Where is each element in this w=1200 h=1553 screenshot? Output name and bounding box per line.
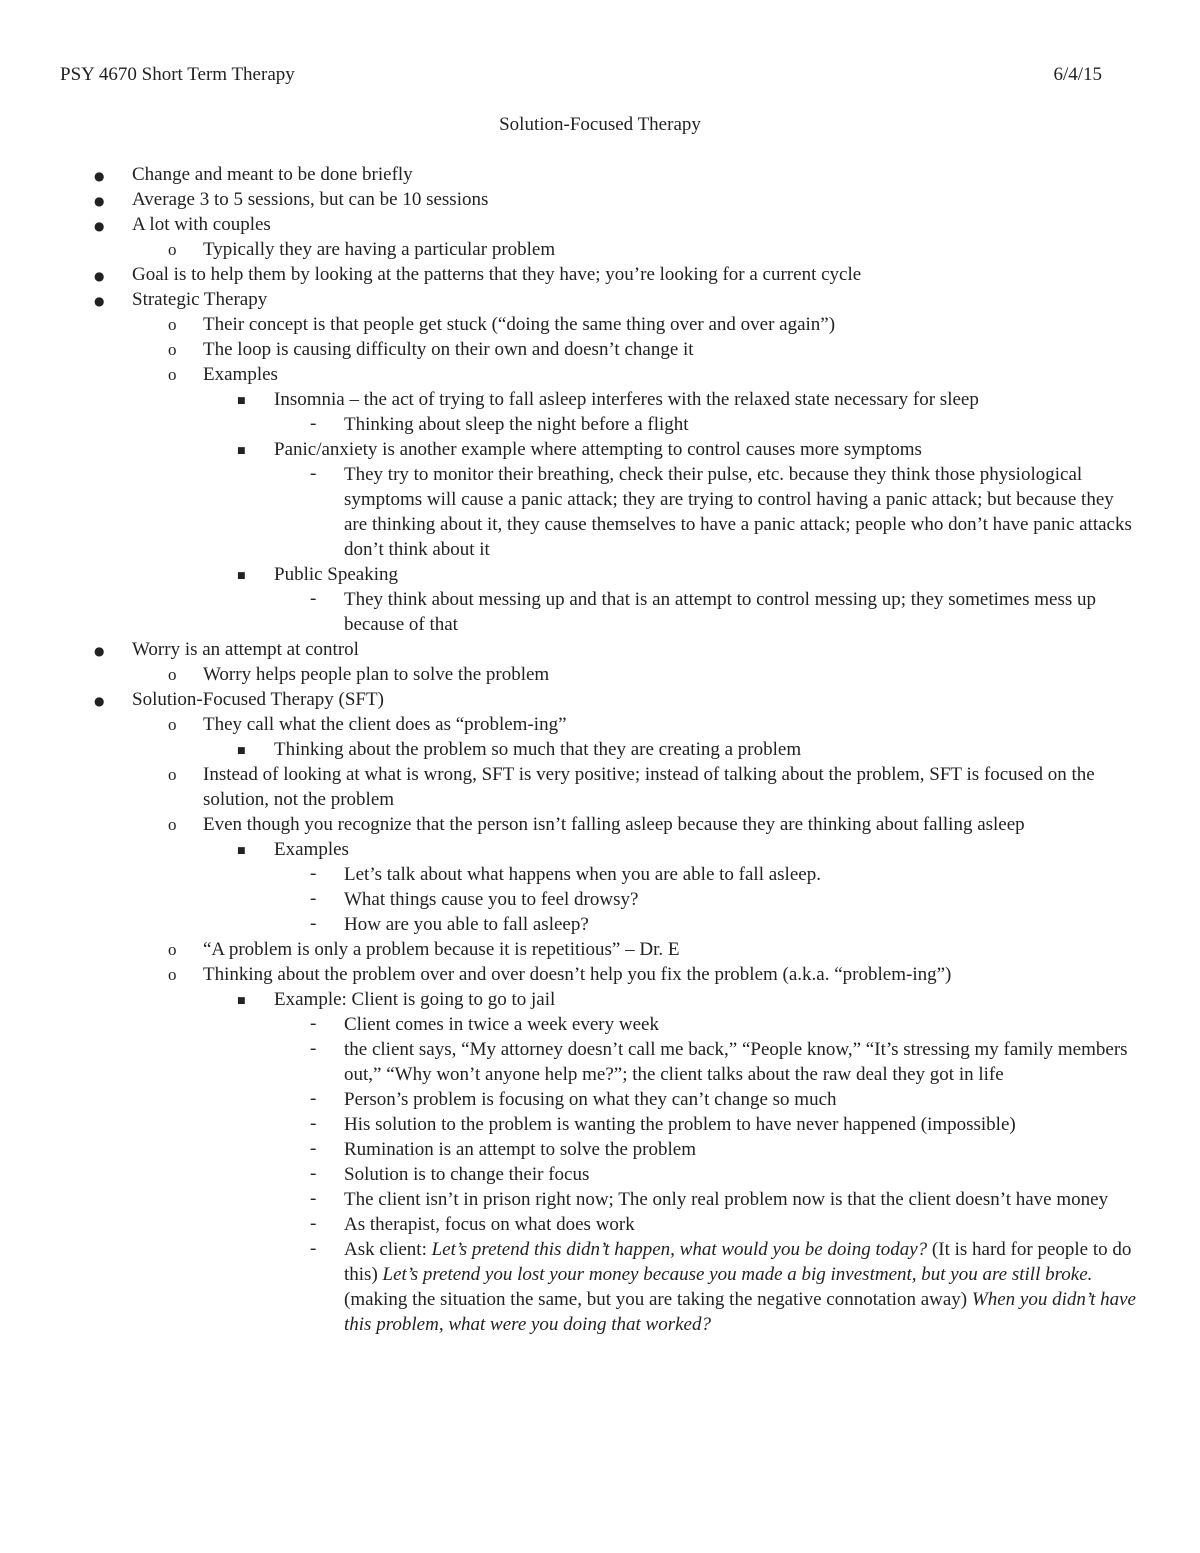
list-item-text: His solution to the problem is wanting the problem to have never happened (impossible) [344, 1114, 1016, 1135]
list-item [0, 1012, 1200, 1037]
list-item [0, 1112, 1200, 1137]
list-item-text: the client says, “My attorney doesn’t call me back,” “People know,” “It’s stressing my family members out,” “Why won’t anyone help me?”; the client talks about the raw deal they got in life [344, 1039, 1128, 1085]
list-item [0, 837, 1200, 862]
list-item-text: Public Speaking [274, 564, 399, 585]
list-item [0, 637, 1200, 662]
list-item-text: As therapist, focus on what does work [344, 1214, 635, 1235]
list-item-text: Client comes in twice a week every week [344, 1014, 659, 1035]
list-item [0, 737, 1200, 762]
list-item [0, 912, 1200, 937]
list-item [0, 937, 1200, 962]
list-item-text: Thinking about sleep the night before a flight [344, 414, 689, 435]
bullet-marker [94, 287, 104, 314]
bullet-marker [168, 337, 177, 362]
list-item [0, 162, 1200, 187]
list-item-text: Person’s problem is focusing on what they can’t change so much [344, 1089, 837, 1110]
list-item-text: A lot with couples [132, 214, 271, 235]
list-item [0, 1137, 1200, 1162]
list-item-text: Instead of looking at what is wrong, SFT is very positive; instead of talking about the problem, SFT is focused on the solution, not the problem [203, 764, 1095, 810]
list-item-text: Their concept is that people get stuck (“doing the same thing over and over again”) [203, 314, 836, 335]
list-item-text: The client isn’t in prison right now; The only real problem now is that the client doesn’t have money [344, 1189, 1109, 1210]
list-item-text: Solution-Focused Therapy (SFT) [132, 689, 384, 710]
list-item [0, 212, 1200, 237]
bullet-marker [310, 1086, 316, 1111]
list-item-text: Goal is to help them by looking at the patterns that they have; you’re looking for a current cycle [132, 264, 862, 285]
list-item [0, 1037, 1200, 1087]
list-item [0, 1237, 1200, 1337]
bullet-marker [310, 1036, 316, 1061]
italic-quote: Let’s pretend this didn’t happen, what would you be doing today? [431, 1239, 928, 1260]
italic-quote: When you didn’t have this problem, what were you doing that worked? [344, 1289, 1136, 1335]
list-item-text: Panic/anxiety is another example where attempting to control causes more symptoms [274, 439, 922, 460]
text-segment: (making the situation the same, but you are taking the negative connotation away) [344, 1289, 972, 1310]
list-item [0, 362, 1200, 387]
bullet-marker [310, 1011, 316, 1036]
bullet-marker [168, 762, 177, 787]
list-item-text: Rumination is an attempt to solve the problem [344, 1139, 696, 1160]
bullet-marker [310, 1236, 316, 1261]
bullet-marker [310, 1111, 316, 1136]
bullet-marker [310, 461, 316, 486]
list-item [0, 337, 1200, 362]
list-item-text: Solution is to change their focus [344, 1164, 590, 1185]
bullet-marker [310, 1161, 316, 1186]
list-item [0, 312, 1200, 337]
list-item-text: They think about messing up and that is an attempt to control messing up; they sometimes mess up because of that [344, 589, 1096, 635]
list-item [0, 1087, 1200, 1112]
bullet-marker [94, 687, 104, 714]
list-item-text: Thinking about the problem so much that they are creating a problem [274, 739, 802, 760]
text-segment: (It is hard for people to do this) [344, 1239, 1132, 1285]
list-item-text: They call what the client does as “problem-ing” [203, 714, 567, 735]
page-title: Solution-Focused Therapy [499, 114, 701, 135]
list-item-text: Example: Client is going to go to jail [274, 989, 556, 1010]
bullet-marker [310, 911, 316, 936]
bullet-marker [310, 886, 316, 911]
bullet-marker [94, 162, 104, 189]
list-item-text: Worry is an attempt at control [132, 639, 359, 660]
list-item-text: Typically they are having a particular problem [203, 239, 556, 260]
bullet-marker [310, 1211, 316, 1236]
list-item-text: They try to monitor their breathing, check their pulse, etc. because they think those physiological symptoms will cause a panic attack; they are trying to control having a panic attack; but because they are thinking about it, they cause themselves to have a panic attack; people who don’t have panic attacks don’t think about it [344, 464, 1132, 560]
date-header: 6/4/15 [1053, 64, 1102, 85]
list-item [0, 387, 1200, 412]
bullet-marker [168, 712, 177, 737]
bullet-marker [94, 212, 104, 239]
list-item [0, 1162, 1200, 1187]
list-item [0, 712, 1200, 737]
text-segment: Ask client: [344, 1239, 432, 1260]
list-item [0, 887, 1200, 912]
bullet-marker [310, 1136, 316, 1161]
list-item [0, 262, 1200, 287]
list-item-text: Change and meant to be done briefly [132, 164, 413, 185]
list-item [0, 812, 1200, 837]
bullet-marker [94, 187, 104, 214]
bullet-marker [94, 637, 104, 664]
bullet-marker [168, 962, 177, 987]
list-item-text: Strategic Therapy [132, 289, 268, 310]
list-item [0, 687, 1200, 712]
list-item [0, 462, 1200, 562]
list-item-text: Worry helps people plan to solve the problem [203, 664, 550, 685]
list-item [0, 187, 1200, 212]
list-item-text: Average 3 to 5 sessions, but can be 10 sessions [132, 189, 489, 210]
list-item [0, 862, 1200, 887]
list-item [0, 662, 1200, 687]
list-item-text: Examples [274, 839, 349, 860]
list-item [0, 237, 1200, 262]
bullet-marker [310, 861, 316, 886]
bullet-marker [94, 262, 104, 289]
list-item [0, 987, 1200, 1012]
list-item [0, 437, 1200, 462]
bullet-marker [168, 237, 177, 262]
list-item [0, 1212, 1200, 1237]
list-item [0, 412, 1200, 437]
list-item [0, 762, 1200, 812]
list-item-text: The loop is causing difficulty on their own and doesn’t change it [203, 339, 694, 360]
bullet-marker [168, 662, 177, 687]
list-item-text: Let’s talk about what happens when you are able to fall asleep. [344, 864, 821, 885]
list-item-text: Examples [203, 364, 278, 385]
list-item [0, 1187, 1200, 1212]
bullet-marker [168, 812, 177, 837]
list-item-text: Insomnia – the act of trying to fall asleep interferes with the relaxed state necessary for sleep [274, 389, 979, 410]
notes-list [0, 162, 1200, 1337]
course-header: PSY 4670 Short Term Therapy [60, 64, 295, 85]
list-item-text: Even though you recognize that the person isn’t falling asleep because they are thinking about falling asleep [203, 814, 1025, 835]
bullet-marker [310, 1186, 316, 1211]
bullet-marker [168, 937, 177, 962]
list-item-text: What things cause you to feel drowsy? [344, 889, 639, 910]
bullet-marker [310, 586, 316, 611]
list-item [0, 962, 1200, 987]
list-item-text [344, 1237, 1138, 1337]
list-item [0, 587, 1200, 637]
bullet-marker [310, 411, 316, 436]
bullet-marker [168, 362, 177, 387]
list-item-text: Thinking about the problem over and over doesn’t help you fix the problem (a.k.a. “problem-ing”) [203, 964, 952, 985]
list-item-text: “A problem is only a problem because it is repetitious” – Dr. E [203, 939, 680, 960]
list-item [0, 562, 1200, 587]
list-item-text: How are you able to fall asleep? [344, 914, 589, 935]
bullet-marker [168, 312, 177, 337]
list-item [0, 287, 1200, 312]
italic-quote: Let’s pretend you lost your money because you made a big investment, but you are still broke. [382, 1264, 1093, 1285]
